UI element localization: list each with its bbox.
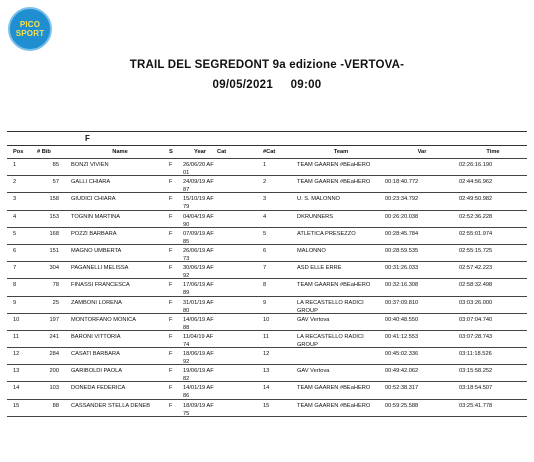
event-datetime: [0, 79, 534, 91]
cell-bib: 284: [49, 351, 59, 358]
cell-team: TEAM GAAREN #BEaHERO: [297, 179, 371, 186]
table-header-row: [7, 146, 527, 159]
cell-year: 18/06/19 AF 92: [183, 351, 214, 366]
cell-var: 00:26:20.038: [385, 213, 419, 220]
table-row: [7, 211, 527, 228]
cell-name: MONTORFANO MONICA: [71, 316, 136, 323]
cell-name: PAGANELLI MELISSA: [71, 265, 129, 272]
cell-pos: 14: [13, 385, 20, 392]
cell-bib: 168: [49, 230, 59, 237]
cell-bib: 197: [49, 316, 59, 323]
cell-team: GAV Vertova: [297, 368, 330, 375]
cell-sex: F: [169, 247, 173, 254]
cell-var: 00:28:59.535: [385, 247, 419, 254]
cell-time: 03:03:26.000: [459, 299, 493, 306]
cell-var: 00:41:12.553: [385, 333, 419, 340]
cell-name: GALLI CHIARA: [71, 179, 111, 186]
cell-time: 02:44:56.962: [459, 179, 493, 186]
cell-cat-number: 7: [263, 265, 267, 272]
cell-year: 17/06/19 AF 89: [183, 282, 214, 297]
cell-time: 02:55:01.974: [459, 230, 493, 237]
cell-cat-number: 12: [263, 351, 270, 358]
cell-year: 19/06/19 AF 82: [183, 368, 214, 383]
header-cat-number: #Cat: [263, 149, 276, 155]
cell-pos: 7: [13, 265, 17, 272]
cell-pos: 9: [13, 299, 17, 306]
cell-year: 30/06/19 AF 92: [183, 265, 214, 280]
cell-sex: F: [169, 316, 173, 323]
cell-year: 07/09/19 AF 85: [183, 230, 214, 245]
cell-name: CASATI BARBARA: [71, 351, 120, 358]
cell-time: 02:57:42.223: [459, 265, 493, 272]
cell-var: 00:18:40.772: [385, 179, 419, 186]
table-row: [7, 297, 527, 314]
cell-pos: 8: [13, 282, 17, 289]
cell-sex: F: [169, 196, 173, 203]
cell-sex: F: [169, 213, 173, 220]
cell-bib: 78: [52, 282, 59, 289]
cell-sex: F: [169, 368, 173, 375]
table-row: [7, 262, 527, 279]
header-cat: Cat: [217, 149, 227, 155]
table-row: [7, 245, 527, 262]
cell-bib: 103: [49, 385, 59, 392]
event-time: 09:00: [290, 79, 322, 91]
cell-name: BONZI VIVIEN: [71, 162, 109, 168]
cell-time: 02:26:16.190: [459, 162, 493, 168]
cell-var: 00:52:38.317: [385, 385, 419, 392]
event-title: TRAIL DEL SEGREDONT 9a edizione -VERTOVA-: [129, 59, 405, 71]
cell-cat-number: 2: [263, 179, 267, 186]
header-pos: Pos: [13, 149, 24, 155]
cell-time: 03:07:04.740: [459, 316, 493, 323]
pico-sport-logo: [8, 7, 52, 51]
cell-pos: 4: [13, 213, 17, 220]
header-name: Name: [112, 149, 128, 155]
header-team: Team: [333, 149, 349, 155]
cell-var: 00:37:09.810: [385, 299, 419, 306]
logo-line-2: SPORT: [15, 29, 45, 38]
header-sex: S: [169, 149, 173, 155]
table-row: [7, 348, 527, 365]
cell-name: FINASSI FRANCESCA: [71, 282, 130, 289]
header-time: Time: [486, 149, 500, 155]
cell-bib: 88: [52, 402, 59, 409]
cell-sex: F: [169, 385, 173, 392]
cell-time: 03:11:18.526: [459, 351, 492, 358]
cell-name: BARONI VITTORIA: [71, 333, 121, 340]
cell-team: GAV Vertova: [297, 316, 330, 323]
cell-sex: F: [169, 162, 173, 168]
cell-time: 02:55:15.725: [459, 247, 493, 254]
cell-time: 03:18:54.507: [459, 385, 493, 392]
table-row: [7, 314, 527, 331]
cell-year: 26/06/20 AF 01: [183, 162, 214, 176]
cell-var: 00:32:16.308: [385, 282, 419, 289]
cell-year: 14/01/19 AF 86: [183, 385, 214, 400]
cell-cat-number: 11: [263, 333, 269, 340]
logo-line-1: PICO: [19, 20, 41, 29]
table-row: [7, 159, 527, 176]
cell-bib: 153: [49, 213, 59, 220]
event-date: 09/05/2021: [212, 79, 274, 91]
cell-sex: F: [169, 333, 173, 340]
cell-year: 15/10/19 AF 79: [183, 196, 214, 211]
cell-pos: 15: [13, 402, 20, 409]
cell-bib: 200: [49, 368, 59, 375]
cell-var: 00:31:26.033: [385, 265, 419, 272]
cell-sex: F: [169, 282, 173, 289]
cell-bib: 158: [49, 196, 59, 203]
header-var: Var: [417, 149, 427, 155]
table-row: [7, 382, 527, 399]
cell-team: DKRUNNERS: [297, 213, 334, 220]
cell-year: 04/04/19 AF 90: [183, 213, 214, 228]
table-row: [7, 176, 527, 193]
cell-sex: F: [169, 179, 173, 186]
cell-bib: 241: [49, 333, 59, 340]
results-table: [7, 131, 527, 417]
cell-bib: 151: [49, 247, 59, 254]
cell-bib: 85: [52, 162, 59, 168]
table-row: [7, 365, 527, 382]
header-bib: # Bib: [37, 149, 51, 155]
cell-pos: 13: [13, 368, 20, 375]
cell-cat-number: 9: [263, 299, 267, 306]
cell-year: 24/09/19 AF 87: [183, 179, 214, 194]
cell-time: 03:25:41.778: [459, 402, 493, 409]
cell-name: POZZI BARBARA: [71, 230, 117, 237]
cell-cat-number: 10: [263, 316, 270, 323]
cell-team: ASD ELLE ERRE: [297, 265, 342, 272]
cell-var: 00:40:48.550: [385, 316, 419, 323]
cell-var: 00:49:42.062: [385, 368, 419, 375]
cell-name: DONEDA FEDERICA: [71, 385, 126, 392]
cell-time: 02:58:32.498: [459, 282, 493, 289]
table-body: [7, 159, 527, 417]
cell-team: TEAM GAAREN #BEaHERO: [297, 385, 371, 392]
cell-cat-number: 1: [263, 162, 267, 168]
cell-name: MAGNO UMBERTA: [71, 247, 122, 254]
cell-sex: F: [169, 265, 173, 272]
cell-cat-number: 4: [263, 213, 267, 220]
cell-team: TEAM GAAREN #BEaHERO: [297, 282, 371, 289]
table-row: [7, 331, 527, 348]
cell-team: TEAM GAAREN #BEaHERO: [297, 402, 371, 409]
cell-sex: F: [169, 351, 173, 358]
cell-team: ATLETICA PRESEZZO: [297, 230, 356, 237]
group-label: F: [85, 134, 90, 143]
cell-cat-number: 3: [263, 196, 267, 203]
cell-bib: 304: [49, 265, 59, 272]
cell-name: CASSANDER STELLA DENEB: [71, 402, 151, 409]
cell-bib: 57: [52, 179, 59, 186]
cell-year: 18/09/19 AF 75: [183, 402, 214, 417]
table-row: [7, 400, 527, 417]
cell-pos: 1: [13, 162, 17, 168]
cell-team: U. S. MALONNO: [297, 196, 340, 203]
cell-pos: 6: [13, 247, 17, 254]
group-header: [7, 132, 527, 146]
cell-name: GIUDICI CHIARA: [71, 196, 116, 203]
cell-team: MALONNO: [297, 247, 326, 254]
cell-pos: 11: [13, 333, 19, 340]
cell-cat-number: 14: [263, 385, 270, 392]
cell-pos: 5: [13, 230, 17, 237]
cell-cat-number: 5: [263, 230, 267, 237]
cell-cat-number: 15: [263, 402, 270, 409]
cell-pos: 12: [13, 351, 20, 358]
cell-pos: 3: [13, 196, 17, 203]
cell-time: 03:15:58.252: [459, 368, 493, 375]
cell-team: LA RECASTELLO RADICI GROUP: [297, 333, 364, 348]
cell-time: 02:49:50.982: [459, 196, 493, 203]
cell-var: 00:23:34.792: [385, 196, 419, 203]
cell-sex: F: [169, 230, 173, 237]
cell-year: 31/01/19 AF 80: [183, 299, 214, 314]
cell-var: 00:45:02.336: [385, 351, 419, 358]
cell-year: 26/06/19 AF 73: [183, 247, 214, 262]
cell-time: 02:52:36.228: [459, 213, 493, 220]
cell-bib: 25: [52, 299, 59, 306]
table-row: [7, 193, 527, 210]
cell-pos: 2: [13, 179, 17, 186]
cell-var: 00:28:45.784: [385, 230, 419, 237]
cell-time: 03:07:28.743: [459, 333, 493, 340]
cell-name: ZAMBONI LORENA: [71, 299, 122, 306]
cell-pos: 10: [13, 316, 20, 323]
cell-team: LA RECASTELLO RADICI GROUP: [297, 299, 364, 314]
cell-name: GARIBOLDI PAOLA: [71, 368, 123, 375]
table-row: [7, 228, 527, 245]
cell-sex: F: [169, 402, 173, 409]
table-row: [7, 279, 527, 296]
cell-cat-number: 8: [263, 282, 267, 289]
cell-sex: F: [169, 299, 173, 306]
cell-cat-number: 6: [263, 247, 267, 254]
cell-year: 11/04/19 AF 74: [183, 333, 214, 348]
cell-team: TEAM GAAREN #BEaHERO: [297, 162, 371, 168]
cell-year: 14/06/19 AF 88: [183, 316, 214, 331]
cell-name: TOGNIN MARTINA: [71, 213, 121, 220]
cell-cat-number: 13: [263, 368, 270, 375]
header-year: Year: [193, 149, 207, 155]
cell-var: 00:59:25.588: [385, 402, 419, 409]
